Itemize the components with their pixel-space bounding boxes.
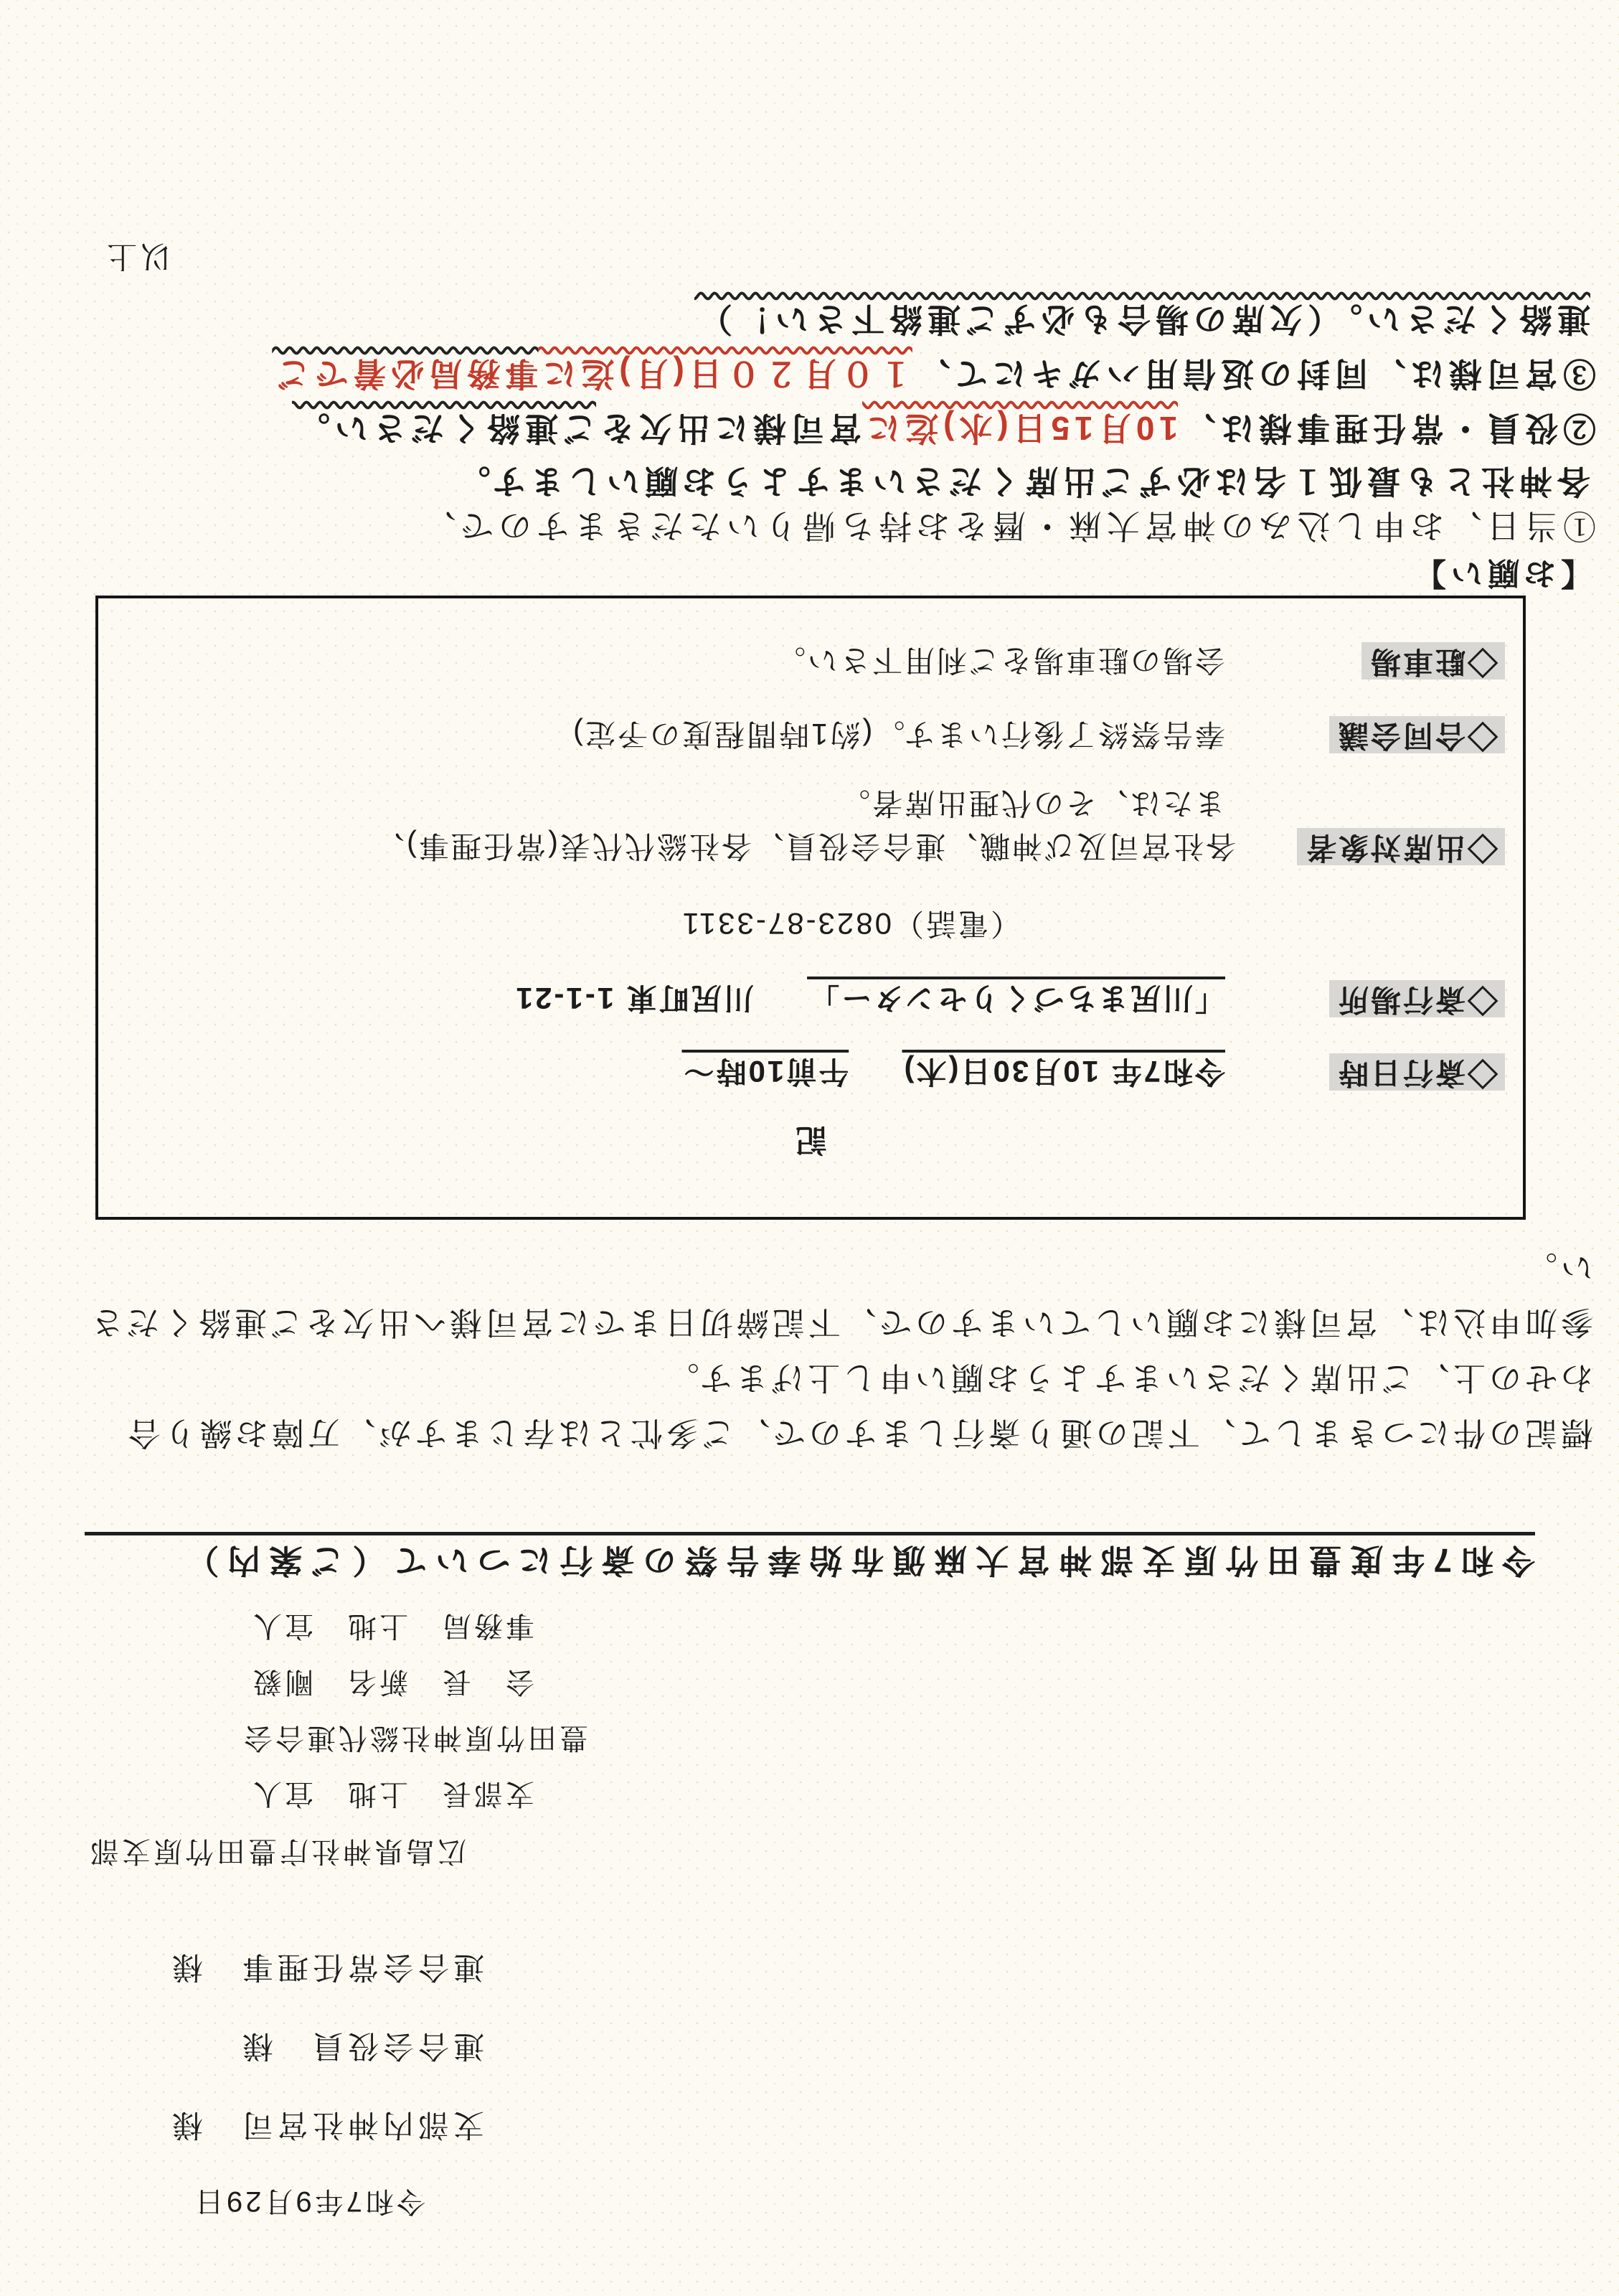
row-attendees-value: 各社宮司及び神職、連合会役員、各社総代代表(常任理事)、 <box>372 829 1236 863</box>
request-2-contact: ご連絡ください。 <box>292 410 597 447</box>
row-datetime-label: ◇斎行日時 <box>1329 1053 1505 1091</box>
body-line-3: 参加申込は、宮司様にお願いしていますので、下記締切日までに宮司様へ出欠をご連絡くださ <box>87 1304 1593 1341</box>
row-parking <box>1361 642 1505 679</box>
venue-address: 川尻町東 1-1-21 <box>514 982 754 1015</box>
request-3-line-2: 連絡ください。（欠席の場合も必ずご連絡下さい！） <box>694 301 1590 338</box>
letter-title: 令和7年度豊田竹原支部神宮大麻頒布始奉告祭の斎行について（ご案内） <box>85 1532 1535 1577</box>
row-datetime <box>1329 1053 1505 1091</box>
request-1-line-1: ①当日、お申し込みの神宮大麻・暦をお持ち帰りいただきますので、 <box>417 507 1596 545</box>
request-3-text: ③宮司様は、同封の返信用ハガキにて、 <box>912 355 1596 392</box>
row-attendees-value-2: または、その代理出席者。 <box>837 786 1225 820</box>
row-place-label: ◇斎行場所 <box>1329 980 1505 1017</box>
spacer <box>859 1055 892 1088</box>
sender-org-2: 豊田竹原神社総代連合会 <box>241 1722 588 1754</box>
row-datetime-value <box>681 1056 1225 1086</box>
recipient-line-2: 連合会役員 様 <box>238 2028 484 2063</box>
request-2-text-2: 宮司様に出欠を <box>596 410 863 447</box>
venue-name: 「川尻まちづくりセンター」 <box>807 982 1225 1015</box>
request-2-text: ②役員・常任理事様は、 <box>1178 410 1596 447</box>
request-heading: 【お願い】 <box>1410 555 1592 591</box>
row-attendees-label: ◇出席対象者 <box>1297 828 1505 865</box>
request-3-deadline: １０月２０日(月)迄に <box>538 355 912 392</box>
spacer <box>764 982 796 1015</box>
row-attendees <box>1297 828 1505 865</box>
request-3-must-arrive: 事務局必着でご <box>272 355 539 392</box>
row-place <box>1329 980 1505 1017</box>
record-mark: 記 <box>794 1122 827 1157</box>
venue-phone: （電話）0823-87-3311 <box>680 907 1021 941</box>
row-place-value <box>514 983 1225 1013</box>
body-line-4: い。 <box>1521 1249 1593 1286</box>
letter-date: 令和7年9月29日 <box>192 2186 425 2217</box>
body-line-1: 標記の件につきまして、下記の通り斎行しますので、ご多忙とは存じますが、万障お繰り合 <box>124 1415 1593 1452</box>
row-meeting <box>1329 716 1505 753</box>
row-meeting-label: ◇合同会議 <box>1329 716 1505 753</box>
recipient-line-1: 支部内神社宮司 様 <box>168 2107 484 2142</box>
request-2 <box>292 412 1596 445</box>
sender-person-2: 会 長 新名 剛毅 <box>250 1666 534 1698</box>
request-3 <box>272 357 1596 390</box>
record-box <box>95 596 1526 1220</box>
body-line-2: わせの上、ご出席くださいますようお願い申し上げます。 <box>663 1360 1593 1396</box>
closing-mark: 以上 <box>102 240 171 273</box>
ceremony-date: 令和7年 10月30日(木) <box>902 1055 1225 1088</box>
row-parking-label: ◇駐車場 <box>1361 642 1505 679</box>
recipient-line-3: 連合会常任理事 様 <box>168 1949 484 1984</box>
request-2-deadline: 10月15日(水)迄に <box>862 410 1178 447</box>
sender-person-1: 支部長 上地 宜人 <box>250 1778 534 1810</box>
row-parking-value: 会場の駐車場をご利用下さい。 <box>773 644 1225 677</box>
sender-org-1: 広島県神社庁豊田竹原支部 <box>88 1835 466 1867</box>
ceremony-time: 午前10時〜 <box>681 1055 849 1088</box>
request-1-line-2: 各神社とも最低１名は必ずご出席くださいますようお願いします。 <box>452 463 1590 500</box>
sender-person-3: 事務局 上地 宜人 <box>250 1610 534 1642</box>
row-meeting-value: 奉告祭終了後行います。(約1時間程度の予定) <box>571 718 1225 751</box>
